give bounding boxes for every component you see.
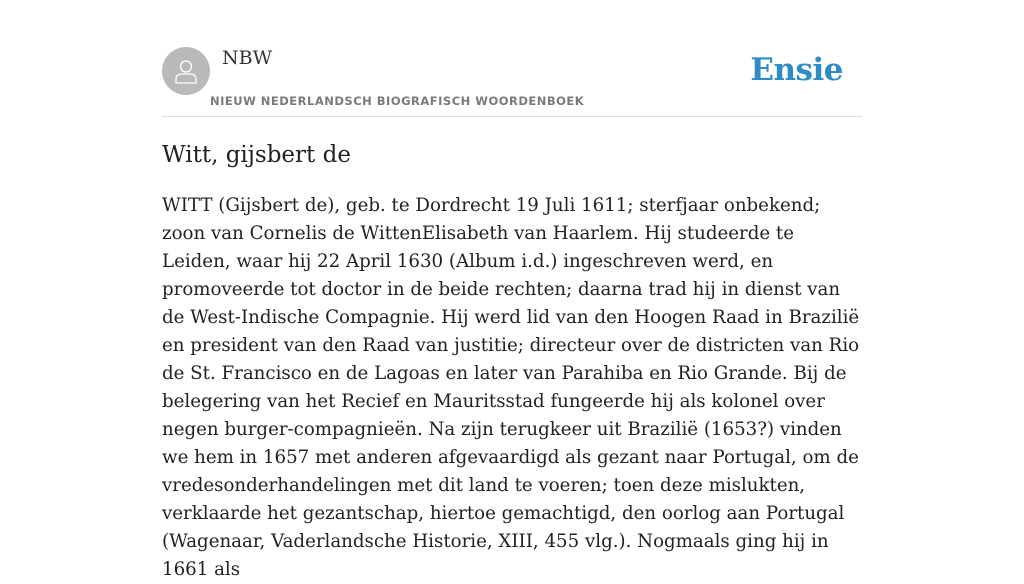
user-icon (171, 56, 201, 86)
source-avatar[interactable] (162, 47, 210, 95)
source-header (162, 46, 862, 117)
source-full-name: NIEUW NEDERLANDSCH BIOGRAFISCH WOORDENBOEK (210, 94, 585, 108)
article-title: Witt, gijsbert de (162, 142, 351, 168)
article-body: WITT (Gijsbert de), geb. te Dordrecht 19 Juli 1611; sterfjaar onbekend; zoon van Cornelis de WittenElisabeth van Haarlem. Hij studeerde te Leiden, waar hij 22 April 1630 (Album i.d.) ingeschreven werd, en promoveerde tot doctor in de beide rechten; daarna trad hij in dienst van de West-Indische Compagnie. Hij werd lid van den Hoogen Raad in Brazilië en president van den Raad van justitie; directeur over de districten van Rio de St. Francisco en de Lagoas en later van Parahiba en Rio Grande. Bij de belegering van het Recief en Mauritsstad fungeerde hij als kolonel over negen burger-compagnieën. Na zijn terugkeer uit Brazilië (1653?) vinden we hem in 1657 met anderen afgevaardigd als gezant naar Portugal, om de vredesonderhandelingen met dit land te voeren; toen deze mislukten, verklaarde het gezantschap, hiertoe gemachtigd, den oorlog aan Portugal (Wagenaar, Vaderlandsche Historie, XIII, 455 vlg.). Nogmaals ging hij in 1661 als (162, 195, 860, 580)
source-name[interactable]: NBW (222, 47, 273, 69)
brand-logo[interactable]: Ensie (750, 52, 843, 88)
